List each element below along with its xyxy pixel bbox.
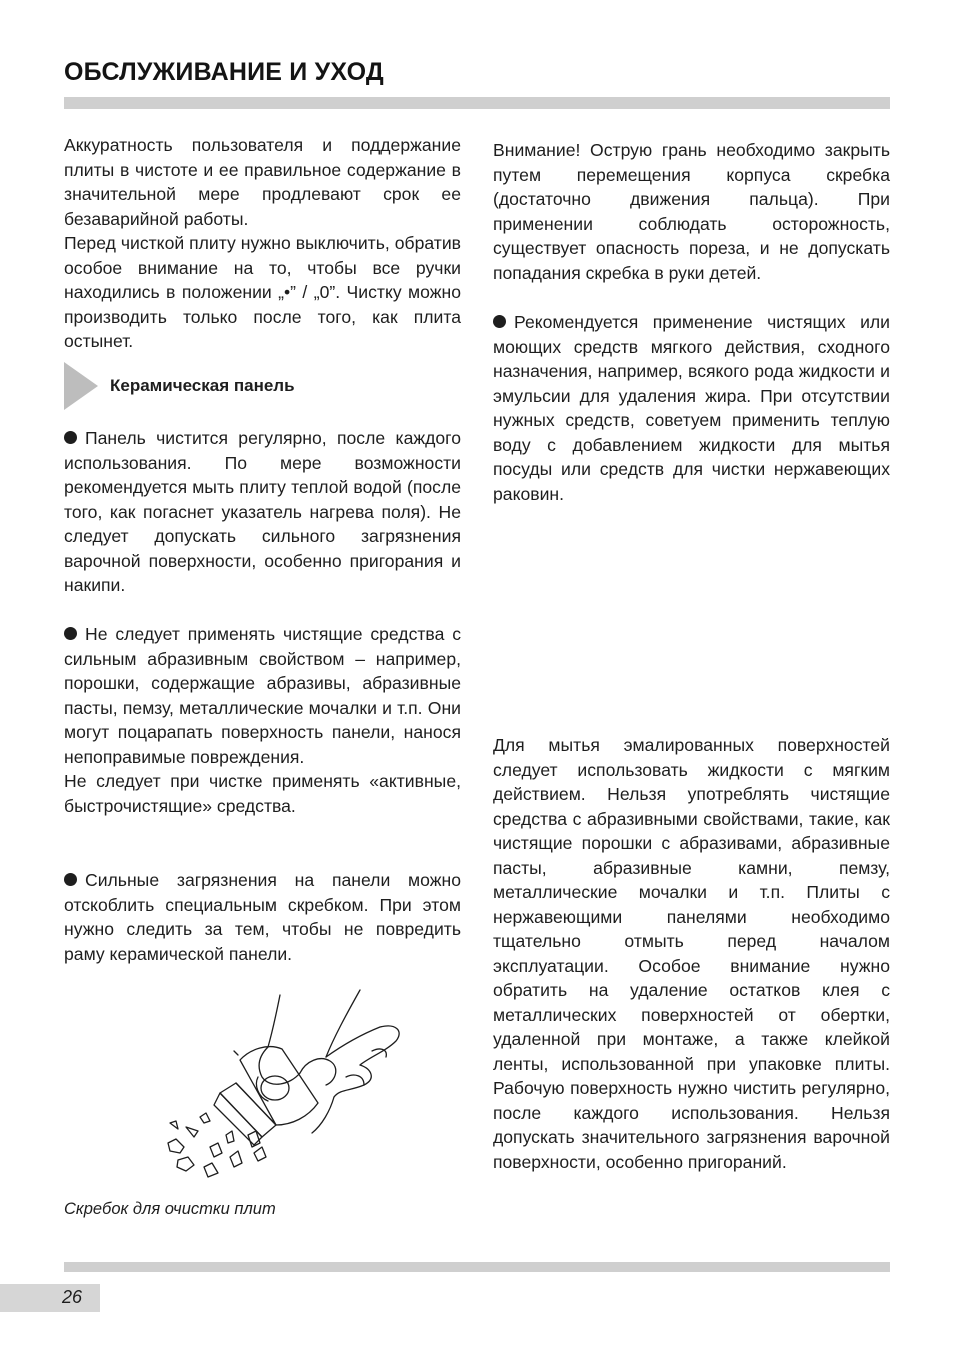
bullet-text-1: Панель чистится регулярно, после каждого использования. По мере возможности рекомендуется мыть плиту теплой водой (после того, как погаснет указатель нагрева поля). Не следует допускать сильного загрязнения варочной поверхности, особенно пригорания и накипи.	[64, 428, 461, 595]
bullet-text-4: Рекомендуется применение чистящих или моющих средств мягкого действия, сходного назначения, например, всякого рода жидкости и эмульсии для удаления жира. При отсутствии нужных средств, советуем применить теплую воду с добавлением жидкости для мытья посуды или средств для чистки нержавеющих раковин.	[493, 312, 890, 504]
intro-paragraph-1: Аккуратность пользователя и поддержание плиты в чистоте и ее правильное содержание в значительной мере продлевают срок ее безаварийной работы.	[64, 135, 461, 229]
page-title: ОБСЛУЖИВАНИЕ И УХОД	[64, 58, 384, 86]
bullet-dot-icon	[64, 627, 77, 640]
bullet-item-4	[493, 310, 890, 506]
bullet-text-2-extra: Не следует при чистке применять «активные, быстрочистящие» средства.	[64, 771, 461, 816]
bullet-dot-icon	[64, 431, 77, 444]
title-underline-bar	[64, 97, 890, 109]
enamel-block	[493, 733, 890, 1174]
section-title: Керамическая панель	[110, 376, 295, 395]
bullet-dot-icon	[493, 315, 506, 328]
bullet-item-1	[64, 426, 461, 598]
enamel-paragraph: Для мытья эмалированных поверхностей следует использовать жидкости с мягким действием. Нельзя употреблять чистящие средства с абразивными свойствами, такие, как чистящие порошки с абразивами, абразивные пасты, абразивные камни, пемзу, металлические мочалки и т.п. Плиты с нержавеющими панелями необходимо тщательно отмыть перед началом эксплуатации. Особое внимание нужно обратить на удаление остатков клея с металлических поверхностей от обертки, удаленной при монтаже, а также клейкой ленты, использованной при упаковке плиты. Рабочую поверхность нужно чистить регулярно, после каждого использования. Нельзя допускать значительного загрязнения варочной поверхности, особенно пригораний.	[493, 735, 890, 1172]
intro-paragraph-2: Перед чисткой плиту нужно выключить, обратив особое внимание на то, чтобы все ручки находились в положении „•” / „0”. Чистку можно производить только после того, как плита остынет.	[64, 233, 461, 351]
bullet-dot-icon	[64, 873, 77, 886]
page-number-box	[0, 1284, 100, 1312]
warning-paragraph: Внимание! Острую грань необходимо закрыть путем перемещения корпуса скребка (достаточно движения пальца). При применении соблюдать осторожность, существует опасность пореза, и не допускать попадания скребка в руки детей.	[493, 140, 890, 283]
bullet-text-3: Сильные загрязнения на панели можно отскоблить специальным скребком. При этом нужно следить за тем, чтобы не повредить раму керамической панели.	[64, 870, 461, 964]
bullet-text-2: Не следует применять чистящие средства с сильным абразивным свойством – например, порошки, содержащие абразивы, абразивные пасты, пемзу, металлические мочалки и т.п. Они могут поцарапать поверхность панели, нанося непоправимые повреждения.	[64, 624, 461, 767]
section-heading-ceramic-panel	[64, 362, 461, 412]
bullet-item-2	[64, 622, 461, 818]
figure-caption: Скребок для очистки плит	[64, 1200, 276, 1218]
page-number: 26	[62, 1287, 83, 1307]
scraper-hand-illustration	[150, 985, 420, 1185]
section-arrow-icon	[64, 362, 98, 410]
footer-bar	[64, 1262, 890, 1272]
intro-block	[64, 133, 461, 354]
warning-block	[493, 138, 890, 285]
bullet-item-3	[64, 868, 461, 966]
